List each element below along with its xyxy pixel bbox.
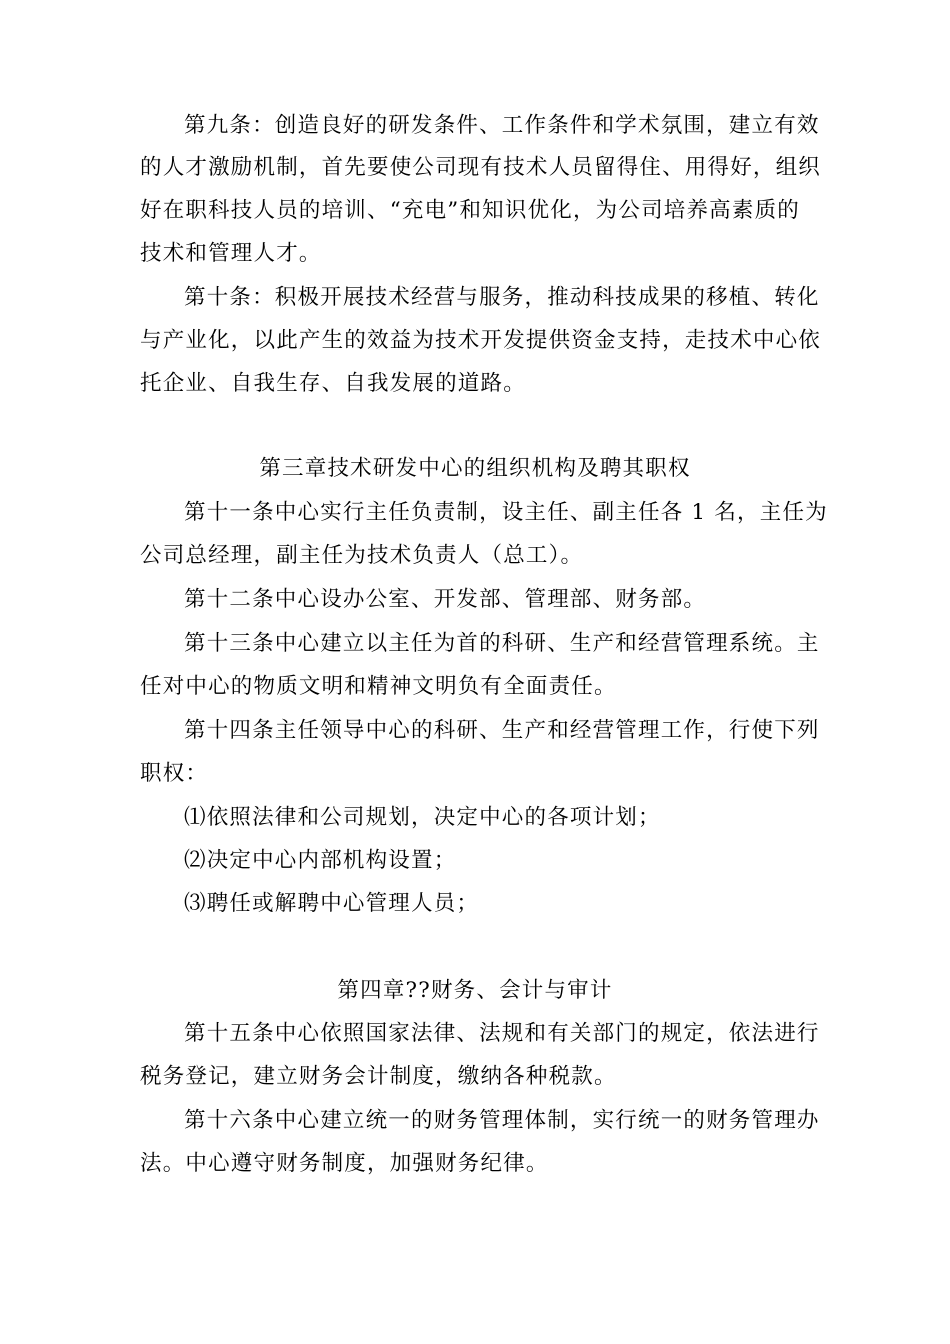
article-12-line-1: 第十二条中心设办公室、开发部、管理部、财务部。 [184,587,707,612]
article-10-line-1: 第十条：积极开展技术经营与服务，推动科技成果的移植、转化 [184,285,820,310]
article-9-line-3: 好在职科技人员的培训、“充电”和知识优化，为公司培养高素质的 [140,198,800,223]
chapter-3-heading: 第三章技术研发中心的组织机构及聘其职权 [259,456,691,481]
article-15-line-2: 税务登记，建立财务会计制度，缴纳各种税款。 [140,1064,617,1089]
article-16-line-2: 法。中心遵守财务制度，加强财务纪律。 [140,1151,549,1176]
article-11-line-1: 第十一条中心实行主任负责制，设主任、副主任各 1 名，主任为 [184,500,828,525]
article-15-line-1: 第十五条中心依照国家法律、法规和有关部门的规定，依法进行 [184,1021,820,1046]
article-13-line-2: 任对中心的物质文明和精神文明负有全面责任。 [140,674,617,699]
article-16-line-1: 第十六条中心建立统一的财务管理体制，实行统一的财务管理办 [184,1108,820,1133]
article-10-line-2: 与产业化，以此产生的效益为技术开发提供资金支持，走技术中心依 [140,328,822,353]
article-14-item-2: ⑵决定中心内部机构设置； [184,848,457,873]
article-9-line-4: 技术和管理人才。 [140,241,322,266]
article-9-line-2: 的人才激励机制，首先要使公司现有技术人员留得住、用得好，组织 [140,155,822,180]
article-13-line-1: 第十三条中心建立以主任为首的科研、生产和经营管理系统。主 [184,631,820,656]
article-10-line-3: 托企业、自我生存、自我发展的道路。 [140,371,526,396]
chapter-4-heading: 第四章??财务、会计与审计 [337,978,613,1003]
article-14-item-1: ⑴依照法律和公司规划，决定中心的各项计划； [184,805,661,830]
article-14-line-1: 第十四条主任领导中心的科研、生产和经营管理工作，行使下列 [184,718,820,743]
article-14-item-3: ⑶聘任或解聘中心管理人员； [184,891,480,916]
article-9-line-1: 第九条：创造良好的研发条件、工作条件和学术氛围，建立有效 [184,113,820,138]
article-11-line-2: 公司总经理，副主任为技术负责人（总工）。 [140,543,584,568]
article-14-line-2: 职权： [140,761,209,786]
